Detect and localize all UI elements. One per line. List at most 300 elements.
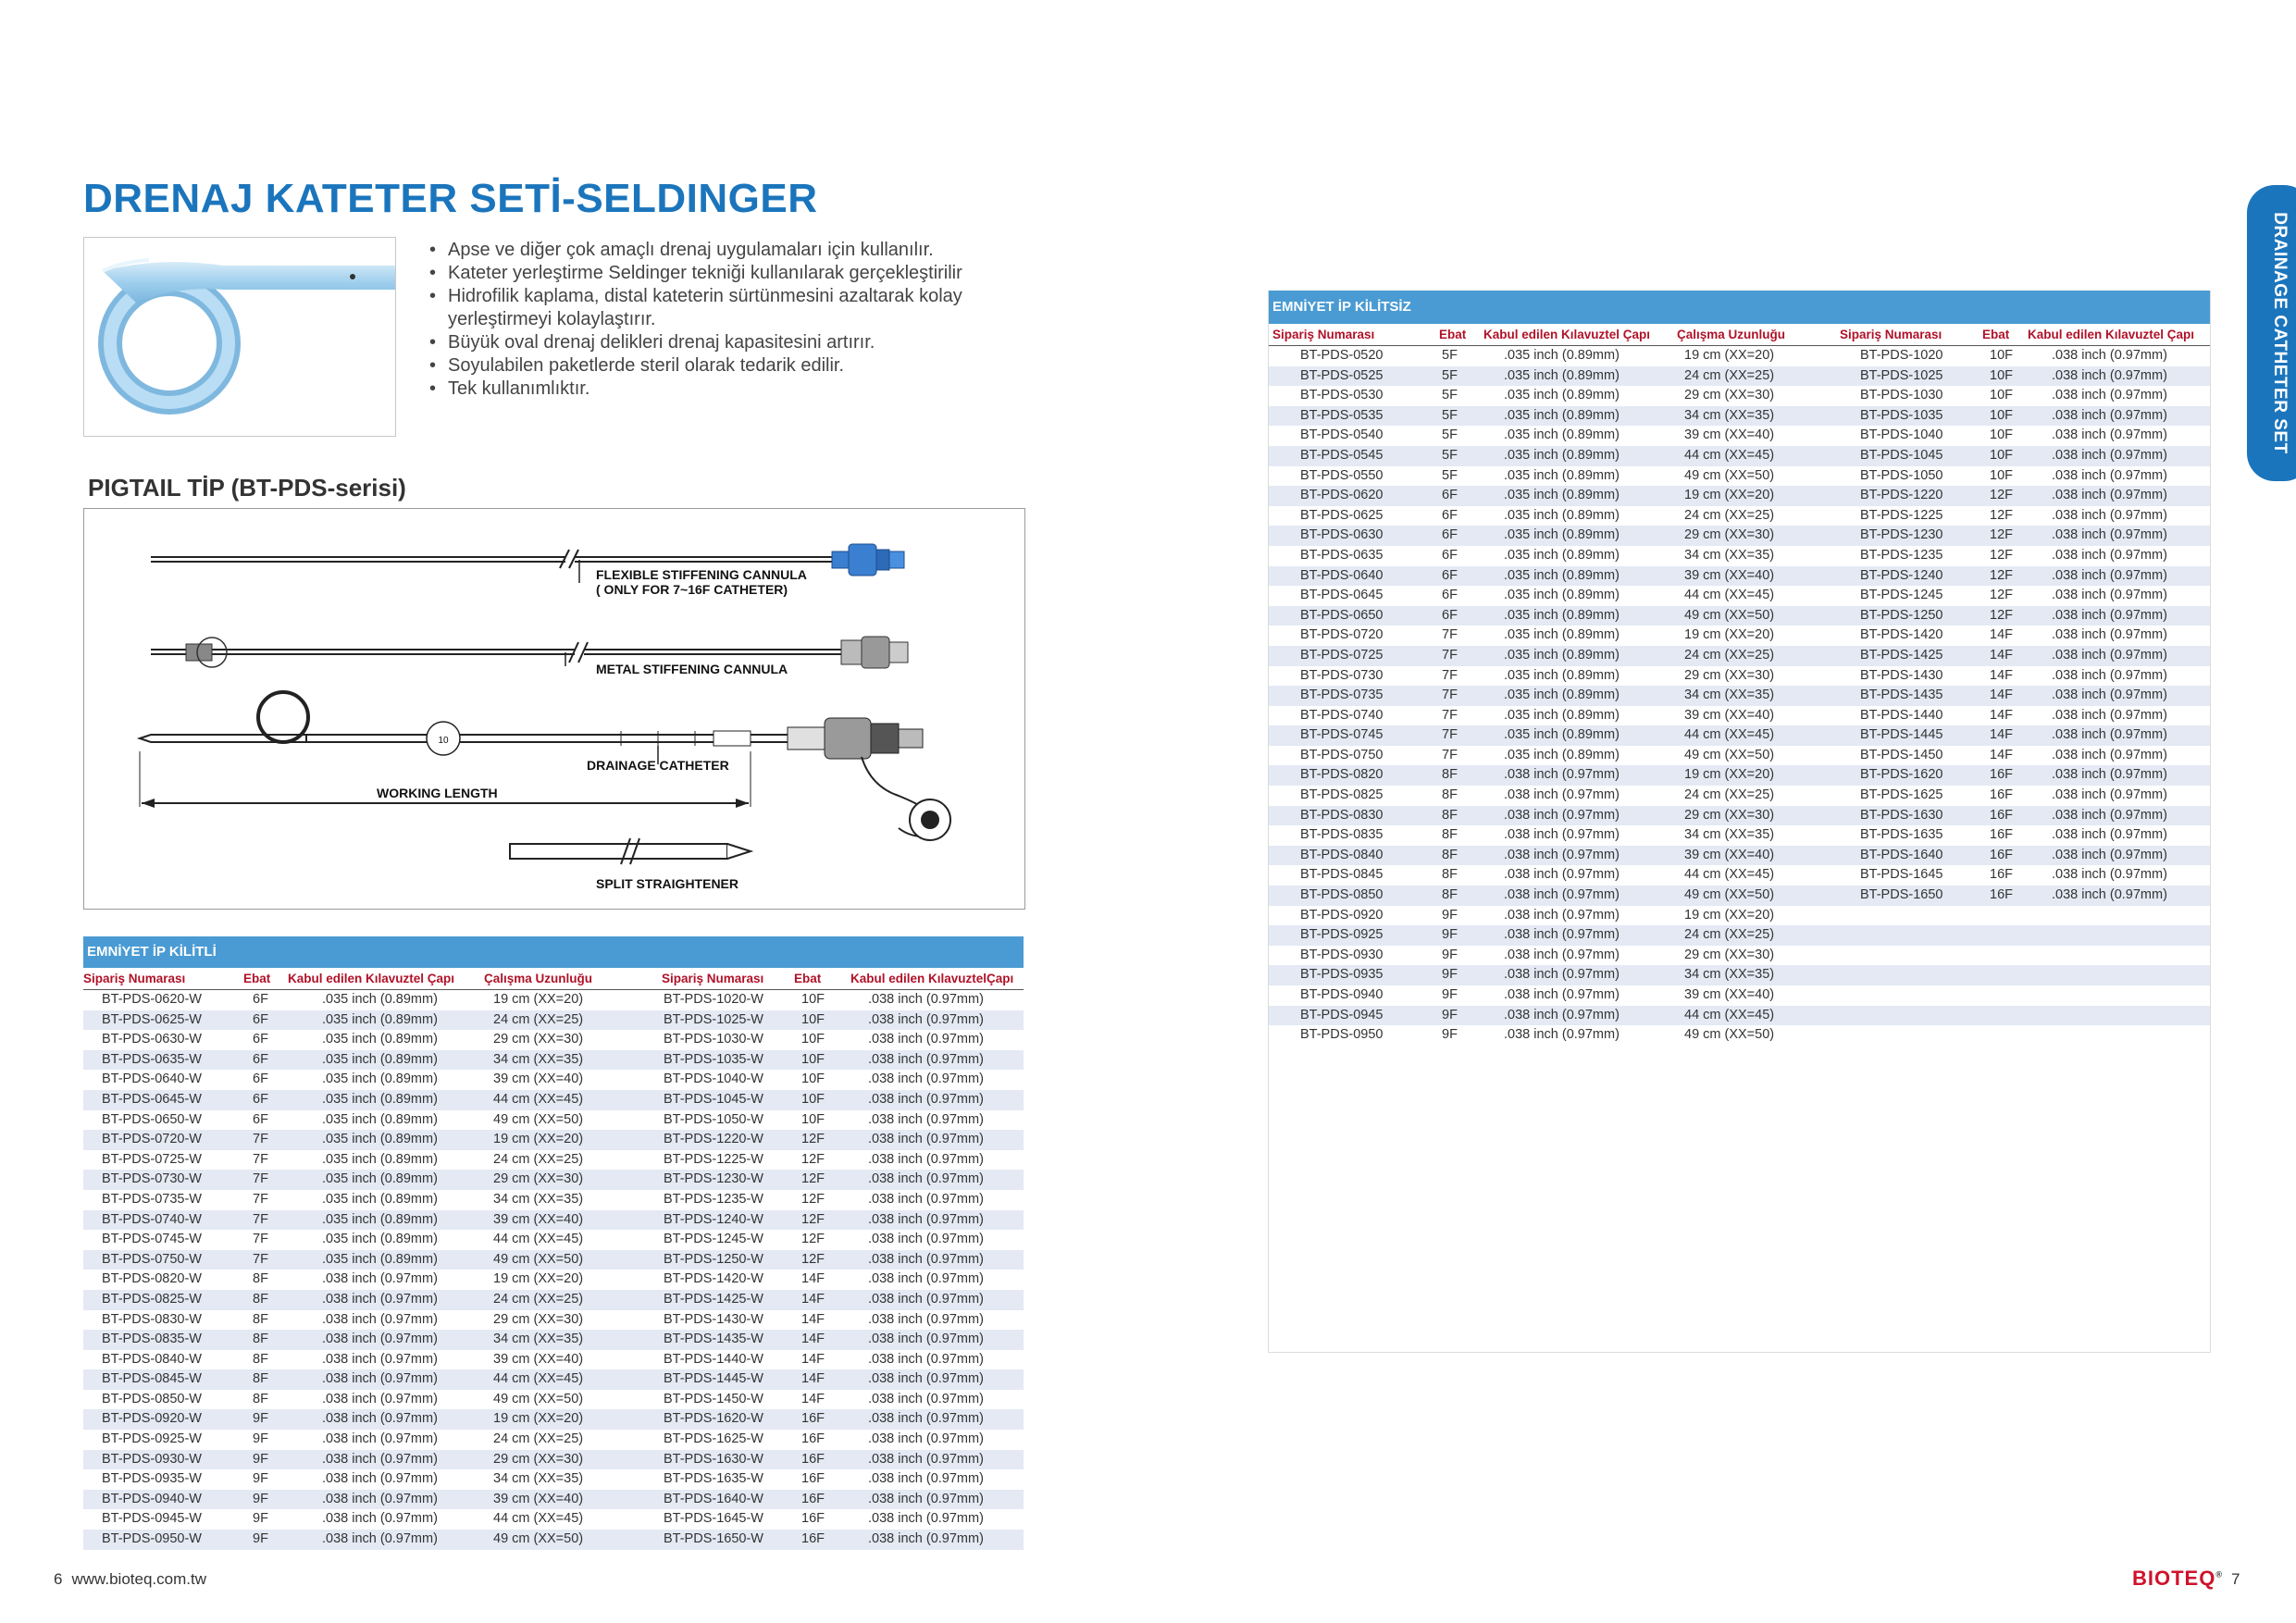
table-cell: 16F [1990, 847, 2013, 862]
table-cell: .035 inch (0.89mm) [1504, 727, 1620, 743]
table-cell: 10F [801, 1032, 825, 1047]
side-tab-label: DRAINAGE CATHETER SET [2270, 212, 2290, 454]
table-row [1269, 746, 2210, 766]
table-cell: 12F [1990, 567, 2013, 583]
table-row [1269, 786, 2210, 806]
table-cell: 9F [1442, 1027, 1458, 1043]
table-cell: 6F [1442, 507, 1458, 523]
table-cell: 6F [253, 1111, 268, 1127]
table-cell: .038 inch (0.97mm) [868, 1111, 984, 1127]
table-cell: BT-PDS-1640-W [664, 1491, 763, 1506]
table-cell: BT-PDS-1225 [1860, 507, 1943, 523]
feature-item: • Büyük oval drenaj delikleri drenaj kapasitesini artırır. [428, 331, 1003, 354]
table-cell: .038 inch (0.97mm) [868, 1311, 984, 1327]
table-cell: 14F [801, 1351, 825, 1367]
table-row [83, 1469, 1024, 1490]
table-row [1269, 1025, 2210, 1046]
table-row [1269, 886, 2210, 906]
column-header: Ebat [243, 972, 271, 985]
table-cell: .038 inch (0.97mm) [1504, 1007, 1620, 1022]
table-cell: 34 cm (XX=35) [493, 1191, 584, 1207]
table-cell: .038 inch (0.97mm) [2052, 647, 2167, 663]
table-cell: .038 inch (0.97mm) [868, 992, 984, 1007]
table-cell: BT-PDS-1250-W [664, 1251, 763, 1267]
table-cell: .038 inch (0.97mm) [322, 1351, 438, 1367]
table-cell: 7F [253, 1251, 268, 1267]
table-cell: 8F [1442, 887, 1458, 903]
section-subtitle: PIGTAIL TİP (BT-PDS-serisi) [88, 474, 406, 502]
table-cell: .038 inch (0.97mm) [868, 1051, 984, 1067]
table-cell: .038 inch (0.97mm) [2052, 348, 2167, 363]
feature-item: • Hidrofilik kaplama, distal kateterin sürtünmesini azaltarak kolay yerleştirmeyi kolaylaştırır. [428, 285, 1003, 331]
pigtail-catheter-image [84, 238, 395, 436]
table-cell: 5F [1442, 388, 1458, 403]
table-cell: BT-PDS-0740-W [102, 1211, 202, 1227]
table-cell: .038 inch (0.97mm) [2052, 388, 2167, 403]
table-cell: .038 inch (0.97mm) [2052, 847, 2167, 862]
table-cell: 16F [801, 1451, 825, 1467]
table-cell: BT-PDS-0840-W [102, 1351, 202, 1367]
table-cell: 39 cm (XX=40) [1684, 427, 1775, 443]
table-cell: 9F [253, 1451, 268, 1467]
table-cell: 10F [801, 992, 825, 1007]
table-cell: 39 cm (XX=40) [493, 1072, 584, 1087]
table-cell: 7F [1442, 627, 1458, 643]
table-cell: BT-PDS-1430-W [664, 1311, 763, 1327]
table-row [1269, 825, 2210, 846]
table-header [83, 968, 1024, 990]
table-cell: BT-PDS-0925-W [102, 1431, 202, 1447]
table-cell: BT-PDS-1635-W [664, 1471, 763, 1487]
table-cell: 29 cm (XX=30) [493, 1451, 584, 1467]
table-cell: 12F [801, 1171, 825, 1187]
table-cell: BT-PDS-1230-W [664, 1171, 763, 1187]
table-cell: 14F [1990, 747, 2013, 762]
table-cell: .035 inch (0.89mm) [1504, 367, 1620, 383]
table-cell: BT-PDS-0845-W [102, 1371, 202, 1387]
table-cell: .038 inch (0.97mm) [322, 1511, 438, 1527]
table-cell: BT-PDS-1435-W [664, 1332, 763, 1347]
table-cell: .035 inch (0.89mm) [1504, 588, 1620, 603]
table-cell: BT-PDS-0635-W [102, 1051, 202, 1067]
column-header: Sipariş Numarası [1840, 328, 1942, 341]
table-cell: .038 inch (0.97mm) [868, 1371, 984, 1387]
table-cell: BT-PDS-0620 [1300, 488, 1384, 503]
table-cell: .038 inch (0.97mm) [2052, 467, 2167, 483]
table-cell: BT-PDS-0820-W [102, 1271, 202, 1287]
footer-left [54, 1570, 206, 1589]
table-cell: BT-PDS-0640-W [102, 1072, 202, 1087]
table-cell: BT-PDS-1030 [1860, 388, 1943, 403]
diagram-drawing [84, 509, 1024, 909]
table-cell: BT-PDS-0930-W [102, 1451, 202, 1467]
table-row [1269, 965, 2210, 985]
table-cell: .038 inch (0.97mm) [868, 1011, 984, 1027]
table-cell: BT-PDS-0945 [1300, 1007, 1384, 1022]
table-cell: .038 inch (0.97mm) [868, 1271, 984, 1287]
table-row [1269, 686, 2210, 706]
table-row [83, 1509, 1024, 1530]
table-cell: BT-PDS-1450-W [664, 1391, 763, 1406]
table-cell: BT-PDS-0845 [1300, 867, 1384, 883]
table-cell: 10F [801, 1072, 825, 1087]
table-cell: 9F [253, 1511, 268, 1527]
table-cell: 10F [1990, 407, 2013, 423]
table-row [1269, 646, 2210, 666]
table-cell: .038 inch (0.97mm) [868, 1091, 984, 1107]
table-cell: 16F [1990, 787, 2013, 803]
table-cell: .038 inch (0.97mm) [868, 1251, 984, 1267]
column-header: Kabul edilen Kılavuztel Çapı [1483, 328, 1651, 341]
brand-logo [2132, 1567, 2223, 1591]
table-cell: 9F [253, 1431, 268, 1447]
table-row [83, 1250, 1024, 1270]
table-cell: 49 cm (XX=50) [1684, 607, 1775, 623]
table-cell: BT-PDS-0530 [1300, 388, 1384, 403]
table-cell: .035 inch (0.89mm) [1504, 507, 1620, 523]
table-cell: 5F [1442, 348, 1458, 363]
table-cell: BT-PDS-1425 [1860, 647, 1943, 663]
table-cell: BT-PDS-1025-W [664, 1011, 763, 1027]
table-cell: 24 cm (XX=25) [1684, 647, 1775, 663]
table-cell: BT-PDS-1225-W [664, 1151, 763, 1167]
table-cell: 44 cm (XX=45) [493, 1511, 584, 1527]
table-cell: BT-PDS-0750 [1300, 747, 1384, 762]
table-cell: BT-PDS-0930 [1300, 947, 1384, 962]
table-cell: 44 cm (XX=45) [1684, 588, 1775, 603]
table-cell: 10F [1990, 367, 2013, 383]
table-cell: 29 cm (XX=30) [1684, 527, 1775, 543]
column-header: Sipariş Numarası [83, 972, 186, 985]
table-cell: .038 inch (0.97mm) [2052, 807, 2167, 823]
table-row [1269, 546, 2210, 566]
table-cell: BT-PDS-0920-W [102, 1411, 202, 1427]
table-cell: .038 inch (0.97mm) [322, 1411, 438, 1427]
table-cell: BT-PDS-1040-W [664, 1072, 763, 1087]
table-cell: .038 inch (0.97mm) [322, 1471, 438, 1487]
table-row [83, 1450, 1024, 1470]
table-cell: .038 inch (0.97mm) [322, 1271, 438, 1287]
label-flexible: FLEXIBLE STIFFENING CANNULA [596, 567, 807, 582]
table-cell: .035 inch (0.89mm) [1504, 607, 1620, 623]
table-cell: 9F [1442, 987, 1458, 1002]
label-drainage: DRAINAGE CATHETER [587, 758, 729, 773]
table-cell: BT-PDS-1640 [1860, 847, 1943, 862]
table-cell: 8F [253, 1371, 268, 1387]
table-row [83, 1530, 1024, 1550]
table-cell: 7F [1442, 707, 1458, 723]
table-cell: 29 cm (XX=30) [1684, 667, 1775, 683]
table-cell: 9F [1442, 907, 1458, 923]
table-row [1269, 586, 2210, 606]
table-cell: 5F [1442, 447, 1458, 463]
table-cell: 8F [253, 1311, 268, 1327]
table-header [1269, 324, 2210, 346]
table-cell: 14F [801, 1271, 825, 1287]
table-cell: BT-PDS-0640 [1300, 567, 1384, 583]
table-cell: .038 inch (0.97mm) [1504, 767, 1620, 783]
table-cell: .038 inch (0.97mm) [868, 1072, 984, 1087]
table-cell: .038 inch (0.97mm) [868, 1171, 984, 1187]
table-row [1269, 446, 2210, 466]
table-cell: 14F [1990, 647, 2013, 663]
table-cell: .038 inch (0.97mm) [868, 1511, 984, 1527]
table-cell: BT-PDS-1240 [1860, 567, 1943, 583]
table-row [83, 1090, 1024, 1110]
table-row [83, 1210, 1024, 1231]
feature-item: • Soyulabilen paketlerde steril olarak tedarik edilir. [428, 354, 1003, 378]
table-cell: BT-PDS-1235 [1860, 547, 1943, 563]
table-cell: .038 inch (0.97mm) [868, 1471, 984, 1487]
table-row [1269, 346, 2210, 366]
table-cell: 6F [1442, 607, 1458, 623]
table-row [83, 1490, 1024, 1510]
table-cell: .038 inch (0.97mm) [868, 1032, 984, 1047]
table-cell: BT-PDS-0940-W [102, 1491, 202, 1506]
table-cell: .038 inch (0.97mm) [322, 1332, 438, 1347]
table-row [83, 990, 1024, 1010]
table-cell: BT-PDS-0830 [1300, 807, 1384, 823]
table-cell: 10F [1990, 447, 2013, 463]
table-cell: 16F [1990, 867, 2013, 883]
table-cell: BT-PDS-1620 [1860, 767, 1943, 783]
table-cell: BT-PDS-1045-W [664, 1091, 763, 1107]
table-row [83, 1310, 1024, 1331]
marker-label: 10 [438, 736, 449, 746]
table-cell: 7F [253, 1211, 268, 1227]
table-cell: 9F [1442, 927, 1458, 943]
table-cell: 49 cm (XX=50) [1684, 467, 1775, 483]
table-cell: .038 inch (0.97mm) [2052, 767, 2167, 783]
table-cell: .038 inch (0.97mm) [322, 1371, 438, 1387]
table-cell: 8F [253, 1391, 268, 1406]
table-cell: BT-PDS-1650 [1860, 887, 1943, 903]
table-cell: 6F [1442, 588, 1458, 603]
table-row [1269, 406, 2210, 427]
table-cell: BT-PDS-1445-W [664, 1371, 763, 1387]
page-title: DRENAJ KATETER SETİ-SELDINGER [83, 176, 818, 221]
table-cell: BT-PDS-1645 [1860, 867, 1943, 883]
table-cell: 29 cm (XX=30) [493, 1032, 584, 1047]
table-cell: BT-PDS-0925 [1300, 927, 1384, 943]
table-cell: 12F [801, 1211, 825, 1227]
catheter-diagram [83, 508, 1025, 910]
table-cell: BT-PDS-1425-W [664, 1291, 763, 1307]
label-flexible-note: ( ONLY FOR 7~16F CATHETER) [596, 582, 788, 597]
table-cell: 7F [1442, 688, 1458, 703]
feature-item: • Kateter yerleştirme Seldinger tekniği kullanılarak gerçekleştirilir [428, 262, 1003, 285]
table-row [1269, 386, 2210, 406]
table-cell: .035 inch (0.89mm) [1504, 488, 1620, 503]
table-cell: .038 inch (0.97mm) [2052, 367, 2167, 383]
table-row [1269, 765, 2210, 786]
table-cell: BT-PDS-1440-W [664, 1351, 763, 1367]
table-cell: 8F [1442, 767, 1458, 783]
table-cell: .035 inch (0.89mm) [322, 1111, 438, 1127]
table-cell: .035 inch (0.89mm) [1504, 527, 1620, 543]
table-cell: 12F [1990, 588, 2013, 603]
table-cell: BT-PDS-1420 [1860, 627, 1943, 643]
table-row [1269, 426, 2210, 446]
table-cell: .035 inch (0.89mm) [1504, 707, 1620, 723]
table-cell: .038 inch (0.97mm) [868, 1391, 984, 1406]
table-cell: 19 cm (XX=20) [1684, 767, 1775, 783]
table-cell: 44 cm (XX=45) [1684, 727, 1775, 743]
table-cell: 9F [1442, 967, 1458, 983]
table-cell: BT-PDS-1240-W [664, 1211, 763, 1227]
table-cell: .038 inch (0.97mm) [2052, 787, 2167, 803]
table-cell: 14F [801, 1311, 825, 1327]
table-cell: BT-PDS-1220 [1860, 488, 1943, 503]
table-cell: BT-PDS-1630 [1860, 807, 1943, 823]
table-row [1269, 506, 2210, 527]
table-cell: BT-PDS-1630-W [664, 1451, 763, 1467]
table-cell: .035 inch (0.89mm) [1504, 427, 1620, 443]
table-cell: 14F [1990, 627, 2013, 643]
table-cell: BT-PDS-0620-W [102, 992, 202, 1007]
website-link[interactable]: www.bioteq.com.tw [71, 1570, 206, 1588]
table-cell: .035 inch (0.89mm) [322, 992, 438, 1007]
table-cell: .035 inch (0.89mm) [1504, 407, 1620, 423]
table-row [83, 1030, 1024, 1050]
table-row [83, 1230, 1024, 1250]
table-cell: 12F [801, 1151, 825, 1167]
table-cell: .035 inch (0.89mm) [1504, 388, 1620, 403]
table-cell: 34 cm (XX=35) [1684, 547, 1775, 563]
table-cell: 8F [253, 1291, 268, 1307]
table-cell: BT-PDS-0635 [1300, 547, 1384, 563]
table-cell: 10F [1990, 348, 2013, 363]
table-cell: BT-PDS-0745-W [102, 1232, 202, 1247]
table-row [1269, 526, 2210, 546]
table-cell: .038 inch (0.97mm) [2052, 827, 2167, 843]
table-cell: BT-PDS-0625-W [102, 1011, 202, 1027]
table-cell: 6F [253, 992, 268, 1007]
table-cell: 39 cm (XX=40) [1684, 707, 1775, 723]
table-cell: 12F [1990, 507, 2013, 523]
table-cell: 14F [1990, 727, 2013, 743]
table-cell: BT-PDS-1420-W [664, 1271, 763, 1287]
table-cell: .035 inch (0.89mm) [1504, 547, 1620, 563]
column-header: Kabul edilen Kılavuztel Çapı [2028, 328, 2195, 341]
table-cell: 39 cm (XX=40) [493, 1351, 584, 1367]
table-row [83, 1070, 1024, 1090]
table-body [83, 990, 1024, 1550]
table-cell: .038 inch (0.97mm) [868, 1191, 984, 1207]
table-cell: .038 inch (0.97mm) [2052, 547, 2167, 563]
table-cell: 34 cm (XX=35) [1684, 967, 1775, 983]
table-row [1269, 946, 2210, 966]
column-header: Kabul edilen KılavuztelÇapı [850, 972, 1014, 985]
table-row [83, 1050, 1024, 1071]
table-cell: BT-PDS-0750-W [102, 1251, 202, 1267]
table-cell: .038 inch (0.97mm) [868, 1291, 984, 1307]
table-cell: .038 inch (0.97mm) [2052, 607, 2167, 623]
table-cell: BT-PDS-0550 [1300, 467, 1384, 483]
table-cell: 6F [1442, 527, 1458, 543]
table-row [1269, 626, 2210, 646]
table-row [1269, 566, 2210, 587]
table-cell: BT-PDS-1450 [1860, 747, 1943, 762]
table-cell: 10F [801, 1091, 825, 1107]
table-cell: BT-PDS-0740 [1300, 707, 1384, 723]
table-cell: .038 inch (0.97mm) [868, 1332, 984, 1347]
table-cell: BT-PDS-0525 [1300, 367, 1384, 383]
table-cell: BT-PDS-1440 [1860, 707, 1943, 723]
side-tab [2247, 185, 2296, 481]
table-safety-locked [83, 936, 1024, 1550]
table-cell: 19 cm (XX=20) [493, 1271, 584, 1287]
table-cell: 10F [801, 1051, 825, 1067]
table-cell: BT-PDS-1050-W [664, 1111, 763, 1127]
table-cell: .038 inch (0.97mm) [868, 1431, 984, 1447]
table-cell: .038 inch (0.97mm) [868, 1211, 984, 1227]
table-row [1269, 606, 2210, 626]
table-cell: 44 cm (XX=45) [1684, 867, 1775, 883]
table-cell: .035 inch (0.89mm) [322, 1051, 438, 1067]
table-cell: 7F [253, 1232, 268, 1247]
table-cell: 12F [801, 1251, 825, 1267]
table-row [83, 1150, 1024, 1171]
table-cell: .038 inch (0.97mm) [2052, 627, 2167, 643]
table-cell: BT-PDS-0835 [1300, 827, 1384, 843]
table-cell: BT-PDS-0630-W [102, 1032, 202, 1047]
table-cell: .038 inch (0.97mm) [2052, 707, 2167, 723]
label-split-straightener: SPLIT STRAIGHTENER [596, 876, 739, 891]
table-cell: 14F [1990, 667, 2013, 683]
registered-mark: ® [2215, 1569, 2223, 1580]
table-cell: 6F [1442, 567, 1458, 583]
table-row [83, 1190, 1024, 1210]
brand-name: BIOTEQ [2132, 1567, 2216, 1590]
table-cell: 14F [1990, 707, 2013, 723]
table-cell: BT-PDS-1430 [1860, 667, 1943, 683]
column-header: Kabul edilen Kılavuztel Çapı [288, 972, 455, 985]
column-header: Sipariş Numarası [662, 972, 764, 985]
table-row [83, 1390, 1024, 1410]
table-cell: BT-PDS-0935 [1300, 967, 1384, 983]
column-header: Sipariş Numarası [1272, 328, 1375, 341]
table-row [1269, 666, 2210, 687]
table-cell: 9F [253, 1471, 268, 1487]
table-cell: BT-PDS-0825 [1300, 787, 1384, 803]
table-cell: BT-PDS-0735 [1300, 688, 1384, 703]
table-cell: .038 inch (0.97mm) [1504, 947, 1620, 962]
table-cell: 6F [1442, 547, 1458, 563]
table-cell: 34 cm (XX=35) [1684, 407, 1775, 423]
table-cell: 16F [1990, 827, 2013, 843]
table-cell: BT-PDS-1245 [1860, 588, 1943, 603]
table-cell: BT-PDS-0645 [1300, 588, 1384, 603]
table-cell: 10F [1990, 467, 2013, 483]
table-cell: BT-PDS-1030-W [664, 1032, 763, 1047]
table-cell: BT-PDS-0935-W [102, 1471, 202, 1487]
table-cell: 24 cm (XX=25) [493, 1011, 584, 1027]
table-cell: BT-PDS-0630 [1300, 527, 1384, 543]
table-cell: .038 inch (0.97mm) [1504, 827, 1620, 843]
column-header: Ebat [794, 972, 822, 985]
table-cell: BT-PDS-1035 [1860, 407, 1943, 423]
table-cell: .038 inch (0.97mm) [868, 1451, 984, 1467]
table-cell: BT-PDS-0545 [1300, 447, 1384, 463]
table-cell: 16F [801, 1431, 825, 1447]
table-cell: 19 cm (XX=20) [493, 992, 584, 1007]
drainage-catheter [140, 692, 950, 840]
table-cell: .035 inch (0.89mm) [1504, 348, 1620, 363]
table-cell: 34 cm (XX=35) [1684, 688, 1775, 703]
table-cell: 24 cm (XX=25) [493, 1151, 584, 1167]
table-cell: 7F [1442, 747, 1458, 762]
